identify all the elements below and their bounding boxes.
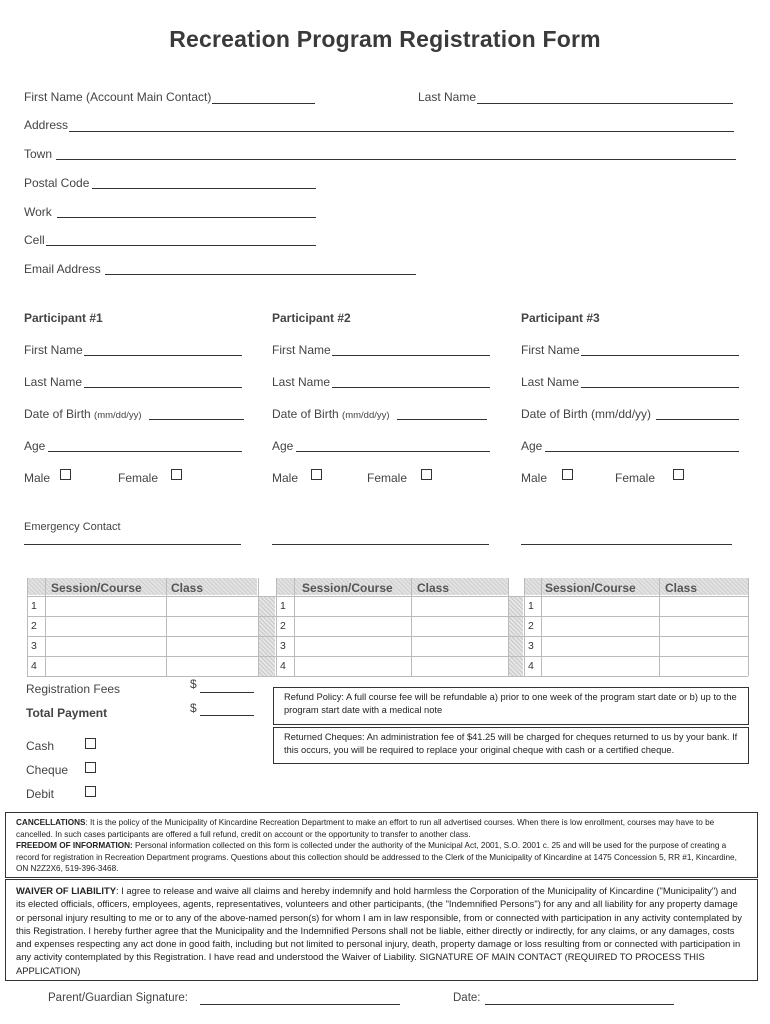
- debit-label: Debit: [26, 787, 55, 801]
- table-3-row-2: 2: [528, 620, 534, 632]
- signature-label: Parent/Guardian Signature:: [48, 992, 189, 1004]
- email-label: Email Address: [24, 262, 101, 276]
- participant-2-dob-field[interactable]: [397, 419, 487, 420]
- participant-1-first-name-label: First Name: [24, 343, 83, 357]
- table-2-row-1: 1: [280, 600, 286, 612]
- date-label: Date:: [453, 992, 481, 1004]
- participant-3-age-label: Age: [521, 439, 543, 453]
- participant-3-female-checkbox[interactable]: [673, 469, 684, 480]
- first-name-label: First Name (Account Main Contact): [24, 90, 212, 104]
- emergency-contact-field-1[interactable]: [24, 544, 241, 545]
- table-1-row-1: 1: [31, 600, 37, 612]
- first-name-field[interactable]: [212, 103, 315, 104]
- table-2-row-3: 3: [280, 640, 286, 652]
- total-payment-field[interactable]: [200, 715, 254, 716]
- participant-2-male-checkbox[interactable]: [311, 469, 322, 480]
- table-1-row-2: 2: [31, 620, 37, 632]
- table-3-class-header: Class: [665, 581, 698, 595]
- participant-2-heading: Participant #2: [272, 311, 351, 325]
- work-phone-field[interactable]: [57, 217, 316, 218]
- total-payment-dollar: $: [190, 701, 197, 715]
- participant-1-age-field[interactable]: [48, 451, 242, 452]
- registration-fees-field[interactable]: [200, 692, 254, 693]
- participant-1-dob-label: Date of Birth (mm/dd/yy): [24, 407, 142, 421]
- participant-3-male-checkbox[interactable]: [562, 469, 573, 480]
- cell-phone-label: Cell: [24, 233, 45, 247]
- participant-1-female-checkbox[interactable]: [171, 469, 182, 480]
- cheque-checkbox[interactable]: [85, 762, 96, 773]
- table-1-class-header: Class: [171, 581, 204, 595]
- participant-2-male-label: Male: [272, 471, 299, 485]
- page-title: Recreation Program Registration Form: [169, 26, 601, 52]
- work-phone-label: Work: [24, 205, 52, 219]
- returned-cheques-box: Returned Cheques: An administration fee of $41.25 will be charged for cheques returned to us by your bank. If this occurs, you will be required to replace your original cheque with cash or a certified cheque.: [273, 727, 749, 764]
- participant-3-last-name-label: Last Name: [521, 375, 580, 389]
- participant-2-last-name-field[interactable]: [332, 387, 490, 388]
- participant-2-first-name-field[interactable]: [332, 355, 490, 356]
- participant-3-age-field[interactable]: [545, 451, 739, 452]
- emergency-contact-field-2[interactable]: [272, 544, 489, 545]
- participant-2-last-name-label: Last Name: [272, 375, 331, 389]
- table-3-row-3: 3: [528, 640, 534, 652]
- waiver-box: WAIVER OF LIABILITY: I agree to release and waive all claims and hereby indemnify and hold harmless the Corporation of the Municipality of Kincardine ("Municipality") and its elected officials, officers, employees, agents, representatives, volunteers and other participants, (the "Indemnified Persons") for any and all liability for any property damage or personal injury resulting to me or to any of the above-named person(s) for whom I am in law responsible, from or connected with participation in any activity contemplated by this Registration. I hereby further agree that the Municipality and the Indemnified Persons shall not be liable, either directly or indirectly, for any claims, or any damages, costs and expenses respecting any act done in good faith, including but not limited to personal injury, death, property damage or loss resulting from or connected with participation in any activity contemplated by this Registration. I have read and understood the Waiver of Liability. SIGNATURE OF MAIN CONTACT (REQUIRED TO PROCESS THIS APPLICATION): [5, 879, 758, 981]
- participant-2-age-label: Age: [272, 439, 294, 453]
- participant-3-female-label: Female: [615, 471, 656, 485]
- town-label: Town: [24, 147, 53, 161]
- date-field[interactable]: [485, 1004, 674, 1005]
- participant-1-heading: Participant #1: [24, 311, 103, 325]
- signature-field[interactable]: [200, 1004, 400, 1005]
- cancellations-box: CANCELLATIONS: It is the policy of the Municipality of Kincardine Recreation Department to make an effort to run all advertised courses. When there is low enrollment, courses may have to be cancelled. In such cases participants are offered a full refund, credit on account or the opportunity to transfer to another class. FREEDOM OF INFORMATION: Personal information collected on this form is collected under the authority of the Municipal Act, 2001, S.O. 2001 c. 25 and will be used for the purpose of creating a record for registration in Recreation Department programs. Questions about this collection should be addressed to the Clerk of the Municipality of Kincardine at 1475 Concession 5, RR #1, Kincardine, ON N2Z2X6, 519-396-3468.: [5, 812, 758, 878]
- participant-2-female-label: Female: [367, 471, 408, 485]
- participant-2-dob-label: Date of Birth (mm/dd/yy): [272, 407, 390, 421]
- registration-fees-dollar: $: [190, 677, 197, 691]
- cell-phone-field[interactable]: [46, 245, 316, 246]
- participant-3-first-name-label: First Name: [521, 343, 580, 357]
- participant-1-last-name-label: Last Name: [24, 375, 83, 389]
- address-field[interactable]: [69, 131, 734, 132]
- participant-1-male-checkbox[interactable]: [60, 469, 71, 480]
- emergency-contact-label: Emergency Contact: [24, 521, 121, 533]
- postal-code-field[interactable]: [92, 188, 316, 189]
- last-name-field[interactable]: [477, 103, 733, 104]
- participant-3-heading: Participant #3: [521, 311, 600, 325]
- participant-1-last-name-field[interactable]: [84, 387, 242, 388]
- registration-fees-label: Registration Fees: [26, 682, 121, 696]
- table-3-session-header: Session/Course: [545, 581, 636, 595]
- address-label: Address: [24, 118, 69, 132]
- participant-3-first-name-field[interactable]: [581, 355, 739, 356]
- cheque-label: Cheque: [26, 763, 69, 777]
- table-1-row-4: 4: [31, 660, 37, 672]
- cash-checkbox[interactable]: [85, 738, 96, 749]
- table-3-row-1: 1: [528, 600, 534, 612]
- postal-code-label: Postal Code: [24, 176, 90, 190]
- cash-label: Cash: [26, 739, 55, 753]
- table-1-row-3: 3: [31, 640, 37, 652]
- participant-2-age-field[interactable]: [296, 451, 490, 452]
- participant-2-female-checkbox[interactable]: [421, 469, 432, 480]
- debit-checkbox[interactable]: [85, 786, 96, 797]
- town-field[interactable]: [56, 159, 736, 160]
- participant-1-male-label: Male: [24, 471, 51, 485]
- emergency-contact-field-3[interactable]: [521, 544, 732, 545]
- table-3-row-4: 4: [528, 660, 534, 672]
- participant-2-first-name-label: First Name: [272, 343, 331, 357]
- participant-3-male-label: Male: [521, 471, 548, 485]
- table-2-session-header: Session/Course: [302, 581, 393, 595]
- last-name-label: Last Name: [418, 90, 477, 104]
- participant-3-dob-label: Date of Birth (mm/dd/yy): [521, 407, 652, 421]
- participant-3-dob-field[interactable]: [656, 419, 739, 420]
- participant-3-last-name-field[interactable]: [581, 387, 739, 388]
- participant-1-dob-field[interactable]: [149, 419, 244, 420]
- table-2-row-2: 2: [280, 620, 286, 632]
- table-2-row-4: 4: [280, 660, 286, 672]
- table-1-session-header: Session/Course: [51, 581, 142, 595]
- table-2-class-header: Class: [417, 581, 450, 595]
- refund-policy-box: Refund Policy: A full course fee will be refundable a) prior to one week of the program start date or b) up to the program start date with a medical note: [273, 687, 749, 725]
- participant-1-female-label: Female: [118, 471, 159, 485]
- participant-1-age-label: Age: [24, 439, 46, 453]
- participant-1-first-name-field[interactable]: [84, 355, 242, 356]
- total-payment-label: Total Payment: [26, 706, 108, 720]
- email-field[interactable]: [105, 274, 416, 275]
